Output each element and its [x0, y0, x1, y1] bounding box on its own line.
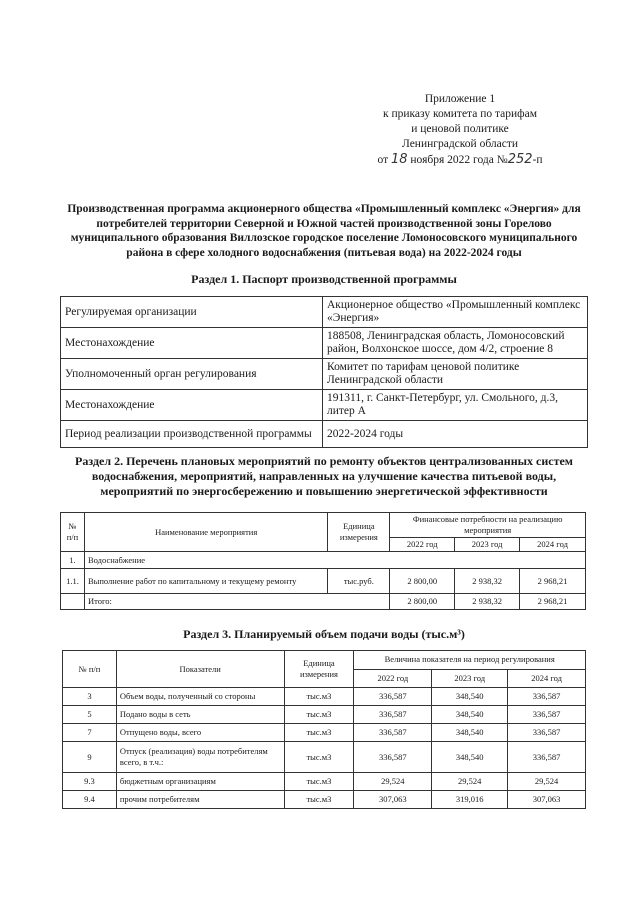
table-row	[63, 742, 586, 773]
table-row	[61, 552, 586, 569]
row-value-2022: 336,587	[354, 724, 432, 742]
row-num: 3	[63, 688, 117, 706]
row-value-2024: 336,587	[508, 742, 586, 773]
passport-table	[60, 296, 588, 448]
header-indicator: Показатели	[116, 651, 284, 688]
row-num: 9.3	[63, 773, 117, 791]
date-rest: ноября 2022 года №	[410, 154, 508, 166]
passport-value: 191311, г. Санкт-Петербург, ул. Смольного, д.3, литер А	[323, 390, 588, 421]
passport-label: Местонахождение	[61, 390, 323, 421]
row-value-2024: 2 968,21	[520, 569, 586, 594]
total-value-2022: 2 800,00	[390, 594, 455, 610]
handwritten-order-number: 252	[507, 152, 533, 167]
row-unit: тыс.м3	[284, 791, 354, 809]
row-value-2023: 348,540	[432, 724, 508, 742]
row-num: 9.4	[63, 791, 117, 809]
row-value-2024: 336,587	[508, 706, 586, 724]
row-value-2022: 307,063	[354, 791, 432, 809]
row-unit: тыс.м3	[284, 706, 354, 724]
row-value-2022: 336,587	[354, 688, 432, 706]
table-header-row	[61, 513, 586, 538]
activities-table	[60, 512, 586, 610]
water-volume-table	[62, 650, 586, 809]
header-year-2023: 2023 год	[432, 669, 508, 688]
table-row	[63, 773, 586, 791]
row-unit: тыс.м3	[284, 688, 354, 706]
group-name: Водоснабжение	[84, 552, 585, 569]
row-indicator: Отпущено воды, всего	[116, 724, 284, 742]
header-year-2024: 2024 год	[520, 538, 586, 552]
table-row	[61, 359, 588, 390]
section-2-heading: Раздел 2. Перечень плановых мероприятий по ремонту объектов централизованных систем водоснабжения, мероприятий, направленных на улучшение качества питьевой воды, мероприятий по энергосбережению и повышению энергетической эффективности	[75, 454, 573, 498]
table-row	[63, 688, 586, 706]
header-unit: Единица измерения	[284, 651, 354, 688]
table-header-row	[63, 651, 586, 670]
row-num: 5	[63, 706, 117, 724]
row-num: 9	[63, 742, 117, 773]
appendix-line-2: к приказу комитета по тарифам	[383, 108, 537, 120]
table-row	[61, 390, 588, 421]
table-row	[63, 724, 586, 742]
row-value-2024: 29,524	[508, 773, 586, 791]
appendix-line-4: Ленинградской области	[401, 138, 519, 150]
table-row	[61, 328, 588, 359]
row-indicator: Подано воды в сеть	[116, 706, 284, 724]
table-row	[61, 297, 588, 328]
row-value-2022: 29,524	[354, 773, 432, 791]
total-value-2024: 2 968,21	[520, 594, 586, 610]
row-indicator: бюджетным организациям	[116, 773, 284, 791]
row-unit: тыс.руб.	[328, 569, 390, 594]
header-period: Величина показателя на период регулирования	[354, 651, 586, 670]
row-value-2024: 336,587	[508, 724, 586, 742]
header-activity-name: Наименование мероприятия	[84, 513, 327, 552]
row-value-2023: 348,540	[432, 742, 508, 773]
row-value-2024: 307,063	[508, 791, 586, 809]
table-row	[63, 791, 586, 809]
passport-label: Уполномоченный орган регулирования	[61, 359, 323, 390]
section-1-heading: Раздел 1. Паспорт производственной программы	[191, 272, 457, 286]
row-value-2022: 2 800,00	[390, 569, 455, 594]
row-value-2023: 29,524	[432, 773, 508, 791]
appendix-header	[360, 92, 560, 168]
passport-label: Местонахождение	[61, 328, 323, 359]
row-indicator: прочим потребителям	[116, 791, 284, 809]
section-3-heading: Раздел 3. Планируемый объем подачи воды (тыс.м³)	[183, 627, 465, 641]
passport-value: Комитет по тарифам ценовой политике Ленинградской области	[323, 359, 588, 390]
row-value-2023: 348,540	[432, 706, 508, 724]
row-value-2024: 336,587	[508, 688, 586, 706]
row-indicator: Отпуск (реализация) воды потребителям всего, в т.ч.:	[116, 742, 284, 773]
total-empty-cell	[61, 594, 85, 610]
passport-label: Регулируемая организации	[61, 297, 323, 328]
row-indicator: Объем воды, полученный со стороны	[116, 688, 284, 706]
passport-label: Период реализации производственной программы	[61, 421, 323, 448]
header-year-2024: 2024 год	[508, 669, 586, 688]
row-num: 1.1.	[61, 569, 85, 594]
table-total-row	[61, 594, 586, 610]
appendix-line-3: и ценовой политике	[411, 123, 509, 135]
row-value-2023: 348,540	[432, 688, 508, 706]
group-num: 1.	[61, 552, 85, 569]
passport-value: 2022-2024 годы	[323, 421, 588, 448]
row-value-2023: 2 938,32	[455, 569, 520, 594]
passport-value: Акционерное общество «Промышленный комплекс «Энергия»	[323, 297, 588, 328]
appendix-line-1: Приложение 1	[424, 93, 496, 105]
table-row	[61, 421, 588, 448]
row-num: 7	[63, 724, 117, 742]
header-unit: Единица измерения	[328, 513, 390, 552]
row-value-2022: 336,587	[354, 742, 432, 773]
appendix-date-line	[360, 152, 560, 168]
header-year-2022: 2022 год	[354, 669, 432, 688]
total-value-2023: 2 938,32	[455, 594, 520, 610]
row-unit: тыс.м3	[284, 742, 354, 773]
table-row	[63, 706, 586, 724]
row-value-2022: 336,587	[354, 706, 432, 724]
header-finance: Финансовые потребности на реализацию мероприятия	[390, 513, 586, 538]
total-label: Итого:	[84, 594, 389, 610]
header-num: № п/п	[63, 651, 117, 688]
row-unit: тыс.м3	[284, 773, 354, 791]
row-unit: тыс.м3	[284, 724, 354, 742]
document-title: Производственная программа акционерного общества «Промышленный комплекс «Энергия» для потребителей территории Северной и Южной частей производственной зоны Горелово муниципального образования Виллозское городское поселение Ломоносовского муниципального района в сфере холодного водоснабжения (питьевая вода) на 2022-2024 годы	[67, 203, 581, 259]
header-year-2023: 2023 год	[455, 538, 520, 552]
order-suffix: -п	[532, 154, 543, 166]
header-num: № п/п	[61, 513, 85, 552]
date-prefix: от	[377, 154, 389, 166]
passport-value: 188508, Ленинградская область, Ломоносовский район, Волхонское шоссе, дом 4/2, строение 8	[323, 328, 588, 359]
handwritten-day: 18	[390, 152, 408, 167]
header-year-2022: 2022 год	[390, 538, 455, 552]
table-row	[61, 569, 586, 594]
row-value-2023: 319,016	[432, 791, 508, 809]
row-activity-name: Выполнение работ по капитальному и текущему ремонту	[84, 569, 327, 594]
